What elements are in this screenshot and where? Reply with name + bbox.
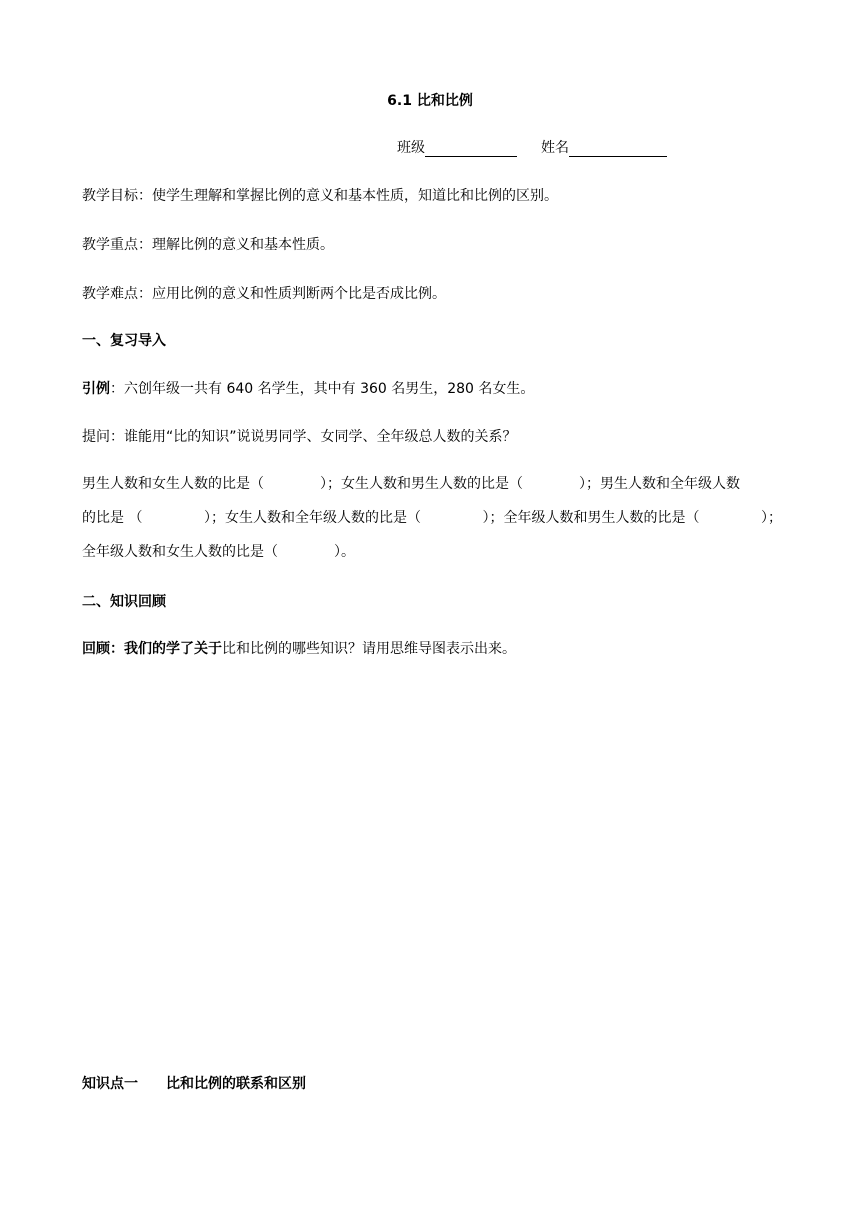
name-label: 姓名 bbox=[541, 140, 569, 156]
name-blank[interactable] bbox=[569, 140, 667, 157]
ratio-text-3: ）；男生人数和全年级人数 bbox=[579, 476, 740, 492]
ratio-text-4: 的比是 （ bbox=[82, 510, 143, 526]
teaching-key-points: 教学重点：理解比例的意义和基本性质。 bbox=[82, 237, 334, 253]
example-paragraph bbox=[82, 379, 782, 399]
ratio-text-7: ）； bbox=[760, 510, 782, 526]
ratio-blank-5[interactable] bbox=[705, 501, 755, 535]
review-label: 回顾：我们的学了关于 bbox=[82, 641, 222, 657]
knowledge-point-heading bbox=[82, 1074, 782, 1094]
class-label: 班级 bbox=[397, 140, 425, 156]
ratio-text-2: ）；女生人数和男生人数的比是（ bbox=[320, 476, 523, 492]
class-name-line bbox=[397, 137, 667, 157]
ratio-blank-3[interactable] bbox=[148, 501, 198, 535]
knowledge-point-title: 比和比例的联系和区别 bbox=[166, 1076, 306, 1092]
page-title: 6.1 比和比例 bbox=[387, 93, 473, 109]
teaching-difficulties: 教学难点：应用比例的意义和性质判断两个比是否成比例。 bbox=[82, 286, 446, 302]
ratio-text-6: ）；全年级人数和男生人数的比是（ bbox=[482, 510, 700, 526]
class-blank[interactable] bbox=[425, 140, 517, 157]
ratio-text-1: 男生人数和女生人数的比是（ bbox=[82, 476, 264, 492]
knowledge-point-label: 知识点一 bbox=[82, 1076, 138, 1092]
question-paragraph: 提问：谁能用“比的知识”说说男同学、女同学、全年级总人数的关系？ bbox=[82, 429, 517, 445]
ratio-text-8: 全年级人数和女生人数的比是（ bbox=[82, 544, 278, 560]
ratio-text-5: ）；女生人数和全年级人数的比是（ bbox=[203, 510, 421, 526]
review-text: 比和比例的哪些知识？请用思维导图表示出来。 bbox=[222, 641, 516, 657]
review-paragraph bbox=[82, 639, 782, 659]
ratio-line-1 bbox=[82, 467, 782, 501]
example-label: 引例 bbox=[82, 381, 110, 397]
example-text: ：六创年级一共有 640 名学生，其中有 360 名男生，280 名女生。 bbox=[110, 381, 535, 397]
ratio-blank-6[interactable] bbox=[278, 535, 334, 569]
ratio-blanks-paragraph bbox=[82, 467, 782, 569]
section-knowledge-review-heading: 二、知识回顾 bbox=[82, 594, 166, 610]
ratio-line-2 bbox=[82, 501, 782, 535]
section-review-intro-heading: 一、复习导入 bbox=[82, 333, 166, 349]
ratio-line-3 bbox=[82, 535, 782, 569]
ratio-text-9: ）。 bbox=[334, 544, 355, 560]
teaching-objectives: 教学目标：使学生理解和掌握比例的意义和基本性质，知道比和比例的区别。 bbox=[82, 188, 558, 204]
ratio-blank-4[interactable] bbox=[427, 501, 477, 535]
